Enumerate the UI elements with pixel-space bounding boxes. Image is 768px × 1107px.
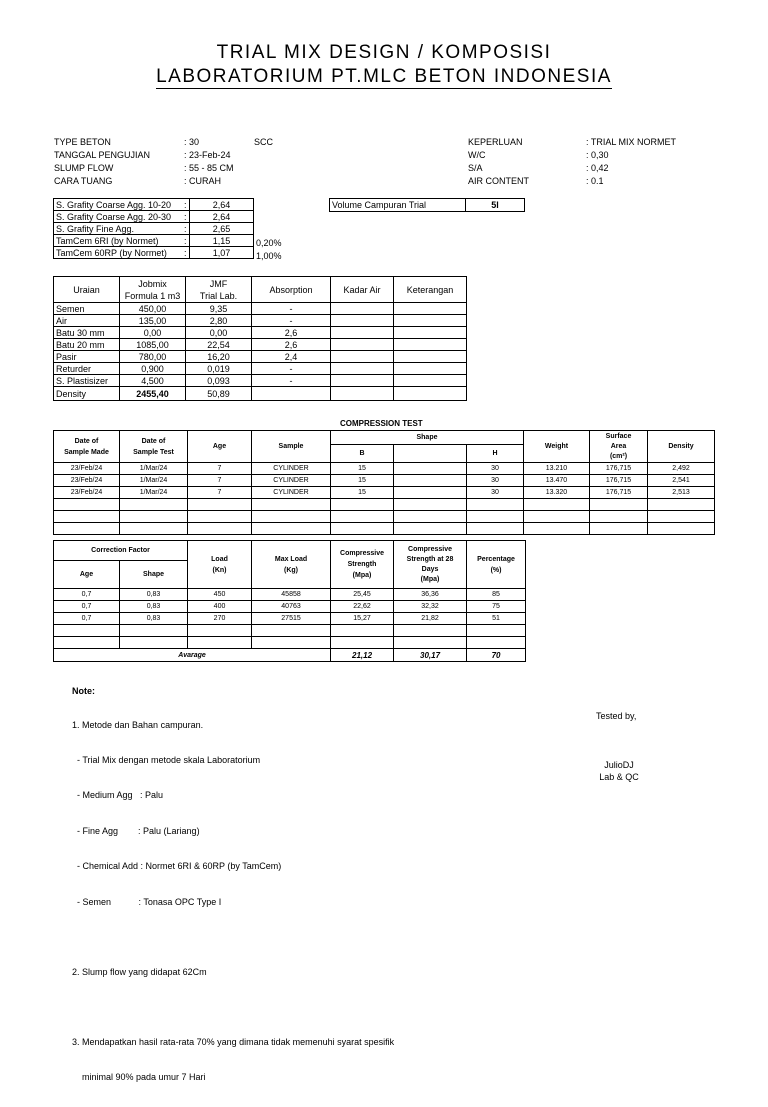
tamcem-60rp-percent: 1,00%	[256, 251, 282, 261]
table-row: Pasir 780,00 16,20 2,4	[54, 351, 467, 363]
table-row: S. Plastisizer 4,500 0,093 -	[54, 375, 467, 387]
table-row: Returder 0,900 0,019 -	[54, 363, 467, 375]
table-row: 23/Feb/24 1/Mar/24 7 CYLINDER 15 30 13.210 176,715 2,492	[54, 463, 715, 475]
signer-role: Lab & QC	[599, 772, 639, 782]
table-row	[54, 523, 715, 535]
table-row	[54, 499, 715, 511]
table-row: Semen 450,00 9,35 -	[54, 303, 467, 315]
table-row	[54, 511, 715, 523]
info-right: KEPERLUAN : TRIAL MIX NORMET W/C : 0,30 S/A : 0,42 AIR CONTENT : 0.1	[468, 137, 677, 186]
page-subtitle: LABORATORIUM PT.MLC BETON INDONESIA	[156, 66, 612, 87]
strength-table: Correction Factor Load (Kn) Max Load (Kg) Compressive Strength (Mpa) Compressive Strength at 28 Days (Mpa) Percentage (%) Age Shape 0,7 0,83 450 45858 25,45 36,36 85 0,7 0,83 400 40763 22,62 32,32 75 0,7 0,83 270 27515 15,27 21,82 51 Avarage 21,12 30,17 70	[53, 540, 526, 662]
table-row: 0,7 0,83 450 45858 25,45 36,36 85	[54, 589, 526, 601]
table-row: Air 135,00 2,80 -	[54, 315, 467, 327]
compression-title: COMPRESSION TEST	[340, 419, 423, 428]
table-row: Batu 20 mm 1085,00 22,54 2,6	[54, 339, 467, 351]
info-left: TYPE BETON : 30 SCC TANGGAL PENGUJIAN : 23-Feb-24 SLUMP FLOW : 55 - 85 CM CARA TUANG : CURAH	[54, 137, 274, 186]
table-row: Batu 30 mm 0,00 0,00 2,6	[54, 327, 467, 339]
table-row: 0,7 0,83 400 40763 22,62 32,32 75	[54, 601, 526, 613]
table-row	[54, 637, 526, 649]
table-row: 0,7 0,83 270 27515 15,27 21,82 51	[54, 613, 526, 625]
compression-table: Date of Sample Made Date of Sample Test Age Sample Shape Weight Surface Area (cm²) Density B H 23/Feb/24 1/Mar/24 7 CYLINDER 15 30 13.210 176,715 2,492 23/Feb/24 1/Mar/24 7 CYLINDER 15 30 13.470 176,715 2,541 23/Feb/24 1/Mar/24 7 CYLINDER 15 30 13.320 176,715 2,513	[53, 430, 715, 535]
signer-name: JulioDJ	[604, 760, 634, 770]
table-row: 23/Feb/24 1/Mar/24 7 CYLINDER 15 30 13.470 176,715 2,541	[54, 475, 715, 487]
page-title: TRIAL MIX DESIGN / KOMPOSISI	[216, 42, 552, 63]
volume-box: Volume Campuran Trial 5l	[329, 198, 525, 212]
mix-table: Uraian Jobmix Formula 1 m3 JMF Trial Lab. Absorption Kadar Air Keterangan Semen 450,00 9,35 - Air 135,00 2,80 - Batu 30 mm 0,00 0,00 2,6 Batu 20 mm 1085,00 22,54 2,6 Pasir 780,00 16,20 2,4 Returder 0,900 0,019 - S. Plastisizer 4,500 0,093 - Density 2455,40 50,89	[53, 276, 467, 401]
table-row: 23/Feb/24 1/Mar/24 7 CYLINDER 15 30 13.320 176,715 2,513	[54, 487, 715, 499]
gravity-table: S. Grafity Coarse Agg. 10-20 : 2,64 S. Grafity Coarse Agg. 20-30 : 2,64 S. Grafity Fine Agg. : 2,65 TamCem 6RI (by Normet) : 1,15 TamCem 60RP (by Normet) : 1,07	[53, 198, 254, 259]
notes: Note: 1. Metode dan Bahan campuran. - Trial Mix dengan metode skala Laboratorium - Medium Agg : Palu - Fine Agg : Palu (Lariang) - Chemical Add : Normet 6RI & 60RP (by TamCem) - Semen : Tonasa OPC Type I 2. Slump flow yang didapat 62Cm 3. Mendapatkan hasil rata-rata 70% yang dimana tidak memenuhi syarat spesifik minimal 90% pada umur 7 Hari	[72, 686, 395, 1082]
tamcem-6ri-percent: 0,20%	[256, 238, 282, 248]
table-row: Density 2455,40 50,89	[54, 387, 467, 401]
tested-by-label: Tested by,	[596, 711, 637, 721]
average-row: Avarage 21,12 30,17 70	[54, 649, 526, 662]
table-row	[54, 625, 526, 637]
